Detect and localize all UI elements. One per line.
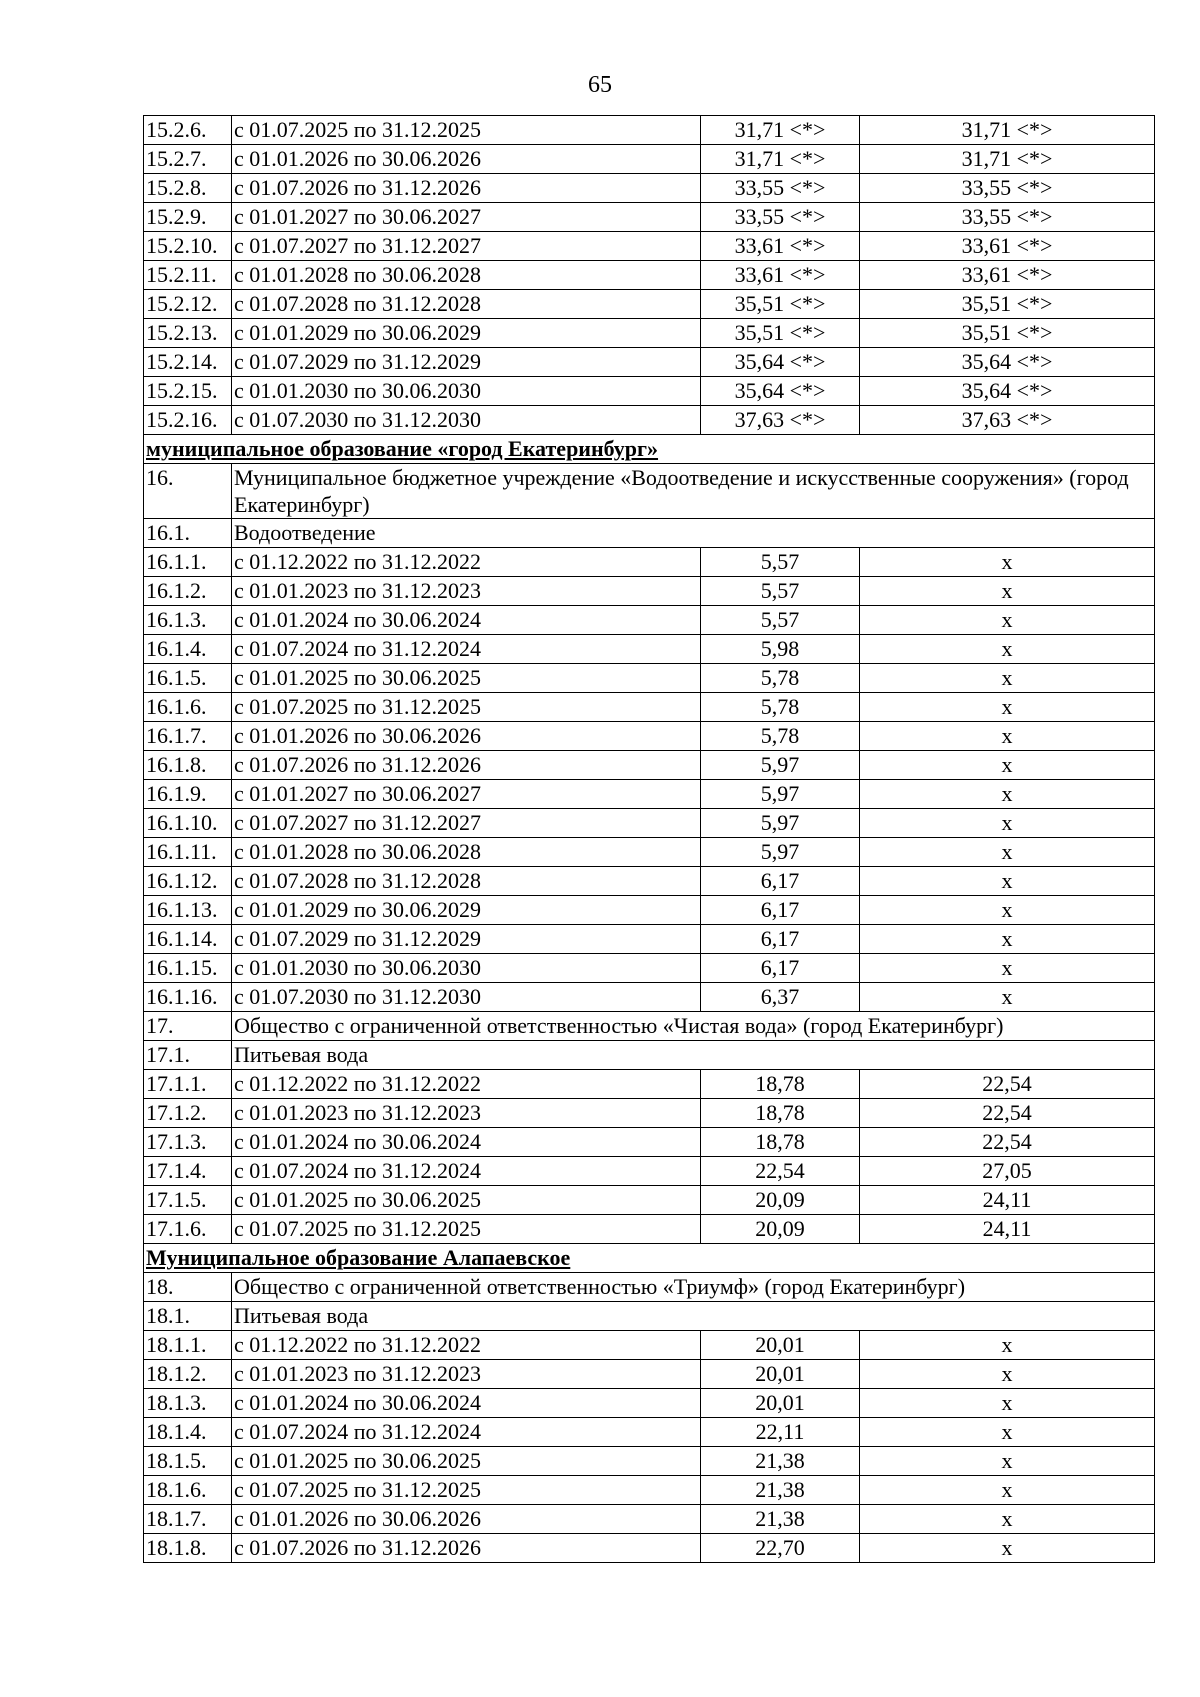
- organization-name: Водоотведение: [232, 519, 1155, 548]
- page-number: 65: [588, 72, 612, 98]
- row-number: 18.1.2.: [144, 1360, 232, 1389]
- tariff-value-1: 5,78: [701, 693, 860, 722]
- tariff-value-2: х: [860, 809, 1155, 838]
- tariff-value-2: х: [860, 1476, 1155, 1505]
- tariff-value-2: 24,11: [860, 1215, 1155, 1244]
- tariff-value-2: 22,54: [860, 1070, 1155, 1099]
- tariff-value-2: х: [860, 954, 1155, 983]
- tariff-value-1: 22,70: [701, 1534, 860, 1563]
- tariff-value-2: х: [860, 867, 1155, 896]
- tariff-value-2: х: [860, 1534, 1155, 1563]
- table-row: [144, 261, 1155, 290]
- table-row: [144, 925, 1155, 954]
- tariff-value-1: 5,78: [701, 664, 860, 693]
- table-row: [144, 809, 1155, 838]
- section-title: муниципальное образование «город Екатеринбург»: [144, 435, 1155, 464]
- row-number: 16.1.9.: [144, 780, 232, 809]
- tariff-value-2: 35,64 <*>: [860, 348, 1155, 377]
- row-number: 16.1.13.: [144, 896, 232, 925]
- table-row: [144, 577, 1155, 606]
- tariff-value-1: 33,61 <*>: [701, 261, 860, 290]
- row-number: 18.1.8.: [144, 1534, 232, 1563]
- period-cell: с 01.01.2023 по 31.12.2023: [232, 1099, 701, 1128]
- period-cell: с 01.07.2025 по 31.12.2025: [232, 1215, 701, 1244]
- tariff-value-2: 22,54: [860, 1099, 1155, 1128]
- row-number: 15.2.11.: [144, 261, 232, 290]
- tariff-value-2: 35,51 <*>: [860, 290, 1155, 319]
- period-cell: с 01.07.2024 по 31.12.2024: [232, 635, 701, 664]
- table-row: [144, 348, 1155, 377]
- row-number: 17.1.4.: [144, 1157, 232, 1186]
- tariff-value-1: 5,78: [701, 722, 860, 751]
- row-number: 16.1.7.: [144, 722, 232, 751]
- tariff-value-1: 21,38: [701, 1447, 860, 1476]
- row-number: 15.2.13.: [144, 319, 232, 348]
- table-row: [144, 548, 1155, 577]
- period-cell: с 01.07.2027 по 31.12.2027: [232, 809, 701, 838]
- tariff-value-1: 6,37: [701, 983, 860, 1012]
- row-number: 15.2.12.: [144, 290, 232, 319]
- period-cell: с 01.01.2024 по 30.06.2024: [232, 1389, 701, 1418]
- row-number: 18.1.: [144, 1302, 232, 1331]
- organization-row: [144, 464, 1155, 519]
- tariff-value-1: 31,71 <*>: [701, 116, 860, 145]
- period-cell: с 01.01.2029 по 30.06.2029: [232, 896, 701, 925]
- row-number: 16.1.1.: [144, 548, 232, 577]
- period-cell: с 01.07.2026 по 31.12.2026: [232, 174, 701, 203]
- tariff-value-2: 33,61 <*>: [860, 261, 1155, 290]
- table-row: [144, 290, 1155, 319]
- table-row: [144, 116, 1155, 145]
- table-row: [144, 722, 1155, 751]
- tariff-value-2: 35,64 <*>: [860, 377, 1155, 406]
- period-cell: с 01.07.2024 по 31.12.2024: [232, 1418, 701, 1447]
- tariff-value-1: 5,97: [701, 809, 860, 838]
- row-number: 18.: [144, 1273, 232, 1302]
- tariff-value-2: х: [860, 1447, 1155, 1476]
- section-row: [144, 435, 1155, 464]
- period-cell: с 01.01.2029 по 30.06.2029: [232, 319, 701, 348]
- tariff-value-1: 5,97: [701, 780, 860, 809]
- section-row: [144, 1244, 1155, 1273]
- organization-row: [144, 519, 1155, 548]
- row-number: 15.2.6.: [144, 116, 232, 145]
- row-number: 17.1.5.: [144, 1186, 232, 1215]
- row-number: 16.1.5.: [144, 664, 232, 693]
- tariff-value-1: 18,78: [701, 1070, 860, 1099]
- table-row: [144, 232, 1155, 261]
- row-number: 16.1.4.: [144, 635, 232, 664]
- period-cell: с 01.07.2025 по 31.12.2025: [232, 693, 701, 722]
- period-cell: с 01.07.2030 по 31.12.2030: [232, 983, 701, 1012]
- organization-name: Общество с ограниченной ответственностью «Чистая вода» (город Екатеринбург): [232, 1012, 1155, 1041]
- tariff-value-2: х: [860, 1505, 1155, 1534]
- period-cell: с 01.01.2030 по 30.06.2030: [232, 954, 701, 983]
- period-cell: с 01.01.2030 по 30.06.2030: [232, 377, 701, 406]
- organization-row: [144, 1302, 1155, 1331]
- organization-row: [144, 1012, 1155, 1041]
- period-cell: с 01.01.2026 по 30.06.2026: [232, 1505, 701, 1534]
- tariff-value-2: 33,55 <*>: [860, 203, 1155, 232]
- row-number: 18.1.7.: [144, 1505, 232, 1534]
- tariff-value-2: х: [860, 1418, 1155, 1447]
- organization-row: [144, 1273, 1155, 1302]
- tariff-value-2: х: [860, 896, 1155, 925]
- table-row: [144, 1099, 1155, 1128]
- tariff-value-2: 22,54: [860, 1128, 1155, 1157]
- period-cell: с 01.07.2030 по 31.12.2030: [232, 406, 701, 435]
- row-number: 18.1.4.: [144, 1418, 232, 1447]
- tariff-value-2: 24,11: [860, 1186, 1155, 1215]
- period-cell: с 01.01.2028 по 30.06.2028: [232, 261, 701, 290]
- table-row: [144, 954, 1155, 983]
- tariff-value-1: 20,01: [701, 1331, 860, 1360]
- period-cell: с 01.01.2025 по 30.06.2025: [232, 1447, 701, 1476]
- tariff-value-1: 21,38: [701, 1476, 860, 1505]
- row-number: 16.1.16.: [144, 983, 232, 1012]
- row-number: 15.2.9.: [144, 203, 232, 232]
- table-row: [144, 896, 1155, 925]
- table-row: [144, 1389, 1155, 1418]
- row-number: 15.2.10.: [144, 232, 232, 261]
- period-cell: с 01.07.2028 по 31.12.2028: [232, 867, 701, 896]
- period-cell: с 01.01.2028 по 30.06.2028: [232, 838, 701, 867]
- period-cell: с 01.07.2026 по 31.12.2026: [232, 751, 701, 780]
- period-cell: с 01.01.2027 по 30.06.2027: [232, 780, 701, 809]
- tariff-value-1: 20,09: [701, 1215, 860, 1244]
- tariff-value-2: х: [860, 722, 1155, 751]
- tariff-value-1: 33,61 <*>: [701, 232, 860, 261]
- period-cell: с 01.07.2029 по 31.12.2029: [232, 348, 701, 377]
- table-row: [144, 174, 1155, 203]
- tariff-value-1: 33,55 <*>: [701, 203, 860, 232]
- tariff-value-2: х: [860, 780, 1155, 809]
- tariff-value-1: 5,57: [701, 548, 860, 577]
- period-cell: с 01.01.2024 по 30.06.2024: [232, 606, 701, 635]
- tariff-value-2: х: [860, 983, 1155, 1012]
- row-number: 16.1.15.: [144, 954, 232, 983]
- period-cell: с 01.07.2026 по 31.12.2026: [232, 1534, 701, 1563]
- tariff-table-body: [144, 116, 1155, 1563]
- tariff-value-1: 22,11: [701, 1418, 860, 1447]
- organization-name: Питьевая вода: [232, 1041, 1155, 1070]
- table-row: [144, 1157, 1155, 1186]
- tariff-value-2: 35,51 <*>: [860, 319, 1155, 348]
- period-cell: с 01.12.2022 по 31.12.2022: [232, 548, 701, 577]
- row-number: 16.1.: [144, 519, 232, 548]
- row-number: 18.1.6.: [144, 1476, 232, 1505]
- organization-name: Общество с ограниченной ответственностью «Триумф» (город Екатеринбург): [232, 1273, 1155, 1302]
- table-row: [144, 1331, 1155, 1360]
- period-cell: с 01.01.2026 по 30.06.2026: [232, 722, 701, 751]
- row-number: 16.1.14.: [144, 925, 232, 954]
- tariff-value-1: 20,09: [701, 1186, 860, 1215]
- row-number: 15.2.14.: [144, 348, 232, 377]
- tariff-value-1: 18,78: [701, 1128, 860, 1157]
- row-number: 17.1.3.: [144, 1128, 232, 1157]
- tariff-value-2: х: [860, 548, 1155, 577]
- table-row: [144, 203, 1155, 232]
- table-row: [144, 1505, 1155, 1534]
- table-row: [144, 1186, 1155, 1215]
- tariff-value-1: 6,17: [701, 867, 860, 896]
- tariff-value-2: х: [860, 1389, 1155, 1418]
- row-number: 15.2.8.: [144, 174, 232, 203]
- tariff-value-2: х: [860, 925, 1155, 954]
- tariff-value-1: 20,01: [701, 1389, 860, 1418]
- tariff-value-2: х: [860, 751, 1155, 780]
- period-cell: с 01.07.2028 по 31.12.2028: [232, 290, 701, 319]
- table-row: [144, 693, 1155, 722]
- table-row: [144, 838, 1155, 867]
- tariff-value-1: 5,97: [701, 838, 860, 867]
- row-number: 16.1.11.: [144, 838, 232, 867]
- table-row: [144, 751, 1155, 780]
- period-cell: с 01.07.2027 по 31.12.2027: [232, 232, 701, 261]
- tariff-value-1: 6,17: [701, 925, 860, 954]
- table-row: [144, 664, 1155, 693]
- period-cell: с 01.01.2024 по 30.06.2024: [232, 1128, 701, 1157]
- tariff-value-1: 21,38: [701, 1505, 860, 1534]
- tariff-table: [143, 115, 1155, 1563]
- row-number: 15.2.15.: [144, 377, 232, 406]
- tariff-value-2: х: [860, 838, 1155, 867]
- table-row: [144, 867, 1155, 896]
- tariff-value-1: 20,01: [701, 1360, 860, 1389]
- row-number: 15.2.16.: [144, 406, 232, 435]
- row-number: 17.1.2.: [144, 1099, 232, 1128]
- tariff-value-1: 37,63 <*>: [701, 406, 860, 435]
- tariff-value-2: х: [860, 664, 1155, 693]
- row-number: 17.1.1.: [144, 1070, 232, 1099]
- tariff-value-2: х: [860, 693, 1155, 722]
- period-cell: с 01.01.2027 по 30.06.2027: [232, 203, 701, 232]
- period-cell: с 01.01.2026 по 30.06.2026: [232, 145, 701, 174]
- tariff-value-2: х: [860, 1331, 1155, 1360]
- table-row: [144, 1447, 1155, 1476]
- organization-name: Муниципальное бюджетное учреждение «Водоотведение и искусственные сооружения» (город Екатеринбург): [232, 464, 1155, 519]
- row-number: 17.1.: [144, 1041, 232, 1070]
- organization-name: Питьевая вода: [232, 1302, 1155, 1331]
- period-cell: с 01.07.2024 по 31.12.2024: [232, 1157, 701, 1186]
- row-number: 18.1.3.: [144, 1389, 232, 1418]
- table-row: [144, 406, 1155, 435]
- table-row: [144, 1070, 1155, 1099]
- tariff-value-2: 37,63 <*>: [860, 406, 1155, 435]
- table-row: [144, 377, 1155, 406]
- tariff-value-2: 27,05: [860, 1157, 1155, 1186]
- tariff-value-1: 22,54: [701, 1157, 860, 1186]
- row-number: 16.1.8.: [144, 751, 232, 780]
- table-row: [144, 1476, 1155, 1505]
- row-number: 16.1.10.: [144, 809, 232, 838]
- table-row: [144, 145, 1155, 174]
- period-cell: с 01.07.2029 по 31.12.2029: [232, 925, 701, 954]
- table-row: [144, 1534, 1155, 1563]
- section-title: Муниципальное образование Алапаевское: [144, 1244, 1155, 1273]
- table-row: [144, 1360, 1155, 1389]
- tariff-value-1: 5,97: [701, 751, 860, 780]
- tariff-value-1: 35,64 <*>: [701, 348, 860, 377]
- tariff-value-2: х: [860, 606, 1155, 635]
- organization-row: [144, 1041, 1155, 1070]
- tariff-value-1: 35,51 <*>: [701, 290, 860, 319]
- tariff-value-1: 18,78: [701, 1099, 860, 1128]
- tariff-value-1: 35,51 <*>: [701, 319, 860, 348]
- tariff-value-1: 5,57: [701, 577, 860, 606]
- table-row: [144, 635, 1155, 664]
- period-cell: с 01.01.2023 по 31.12.2023: [232, 577, 701, 606]
- tariff-value-2: х: [860, 577, 1155, 606]
- table-row: [144, 1215, 1155, 1244]
- table-row: [144, 606, 1155, 635]
- row-number: 18.1.5.: [144, 1447, 232, 1476]
- table-row: [144, 1128, 1155, 1157]
- tariff-value-1: 33,55 <*>: [701, 174, 860, 203]
- tariff-value-2: х: [860, 1360, 1155, 1389]
- row-number: 18.1.1.: [144, 1331, 232, 1360]
- row-number: 16.1.6.: [144, 693, 232, 722]
- period-cell: с 01.01.2025 по 30.06.2025: [232, 664, 701, 693]
- tariff-value-2: 33,61 <*>: [860, 232, 1155, 261]
- row-number: 16.: [144, 464, 232, 519]
- period-cell: с 01.07.2025 по 31.12.2025: [232, 116, 701, 145]
- table-row: [144, 1418, 1155, 1447]
- tariff-value-1: 6,17: [701, 954, 860, 983]
- row-number: 16.1.12.: [144, 867, 232, 896]
- tariff-value-2: 31,71 <*>: [860, 145, 1155, 174]
- period-cell: с 01.12.2022 по 31.12.2022: [232, 1070, 701, 1099]
- row-number: 17.1.6.: [144, 1215, 232, 1244]
- row-number: 15.2.7.: [144, 145, 232, 174]
- row-number: 16.1.3.: [144, 606, 232, 635]
- period-cell: с 01.12.2022 по 31.12.2022: [232, 1331, 701, 1360]
- period-cell: с 01.07.2025 по 31.12.2025: [232, 1476, 701, 1505]
- tariff-value-1: 6,17: [701, 896, 860, 925]
- tariff-value-1: 5,98: [701, 635, 860, 664]
- table-row: [144, 983, 1155, 1012]
- tariff-value-2: 31,71 <*>: [860, 116, 1155, 145]
- tariff-value-1: 5,57: [701, 606, 860, 635]
- tariff-value-2: х: [860, 635, 1155, 664]
- table-row: [144, 780, 1155, 809]
- period-cell: с 01.01.2025 по 30.06.2025: [232, 1186, 701, 1215]
- row-number: 16.1.2.: [144, 577, 232, 606]
- table-row: [144, 319, 1155, 348]
- period-cell: с 01.01.2023 по 31.12.2023: [232, 1360, 701, 1389]
- row-number: 17.: [144, 1012, 232, 1041]
- tariff-value-2: 33,55 <*>: [860, 174, 1155, 203]
- tariff-value-1: 35,64 <*>: [701, 377, 860, 406]
- tariff-value-1: 31,71 <*>: [701, 145, 860, 174]
